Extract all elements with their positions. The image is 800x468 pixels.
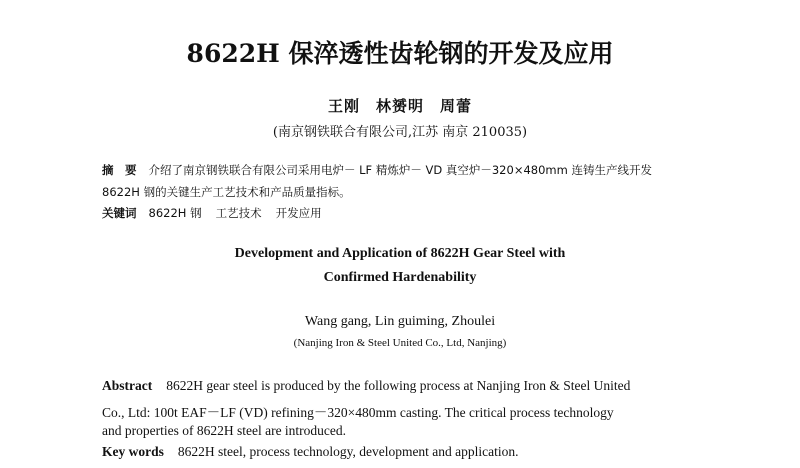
abstract-en-text-1: 8622H gear steel is produced by the following process at Nanjing Iron & Steel United (166, 378, 631, 393)
english-title-line-1: Development and Application of 8622H Gear Steel with (234, 246, 566, 261)
abstract-en-line-1 (102, 378, 630, 394)
keywords-en-label: Key words (102, 444, 164, 459)
paper-title: 8622H 保淬透性齿轮钢的开发及应用 (186, 39, 614, 68)
keywords-cn-label: 关键词 (102, 206, 137, 220)
abstract-cn-text-1: 介绍了南京钢铁联合有限公司采用电炉－ LF 精炼炉－ VD 真空炉－320×480mm 连铸生产线开发 (148, 163, 652, 177)
keyword-cn: 开发应用 (275, 206, 322, 220)
abstract-cn-label: 摘 要 (102, 163, 137, 177)
english-title-line-2: Confirmed Hardenability (323, 270, 477, 285)
keywords-en (102, 444, 519, 460)
keywords-en-text: 8622H steel, process technology, development and application. (177, 444, 519, 459)
abstract-en-label: Abstract (102, 378, 153, 393)
affiliation-en: (Nanjing Iron & Steel United Co., Ltd, Nanjing) (293, 337, 507, 349)
abstract-cn-line-1 (102, 162, 652, 178)
affiliation-cn: (南京钢铁联合有限公司,江苏 南京 210035) (272, 125, 528, 140)
authors-cn: 王刚 林赟明 周蕾 (327, 97, 472, 115)
keywords-cn (102, 205, 336, 221)
abstract-cn-text-2: 8622H 钢的关键生产工艺技术和产品质量指标。 (102, 185, 351, 199)
authors-en: Wang gang, Lin guiming, Zhoulei (304, 314, 496, 329)
keyword-cn: 8622H 钢 (148, 206, 202, 220)
abstract-en-text-2: Co., Ltd: 100t EAF－LF (VD) refining－320×480mm casting. The critical process technology (102, 405, 614, 420)
keyword-cn: 工艺技术 (215, 206, 262, 220)
abstract-en-text-3: and properties of 8622H steel are introduced. (102, 423, 347, 438)
